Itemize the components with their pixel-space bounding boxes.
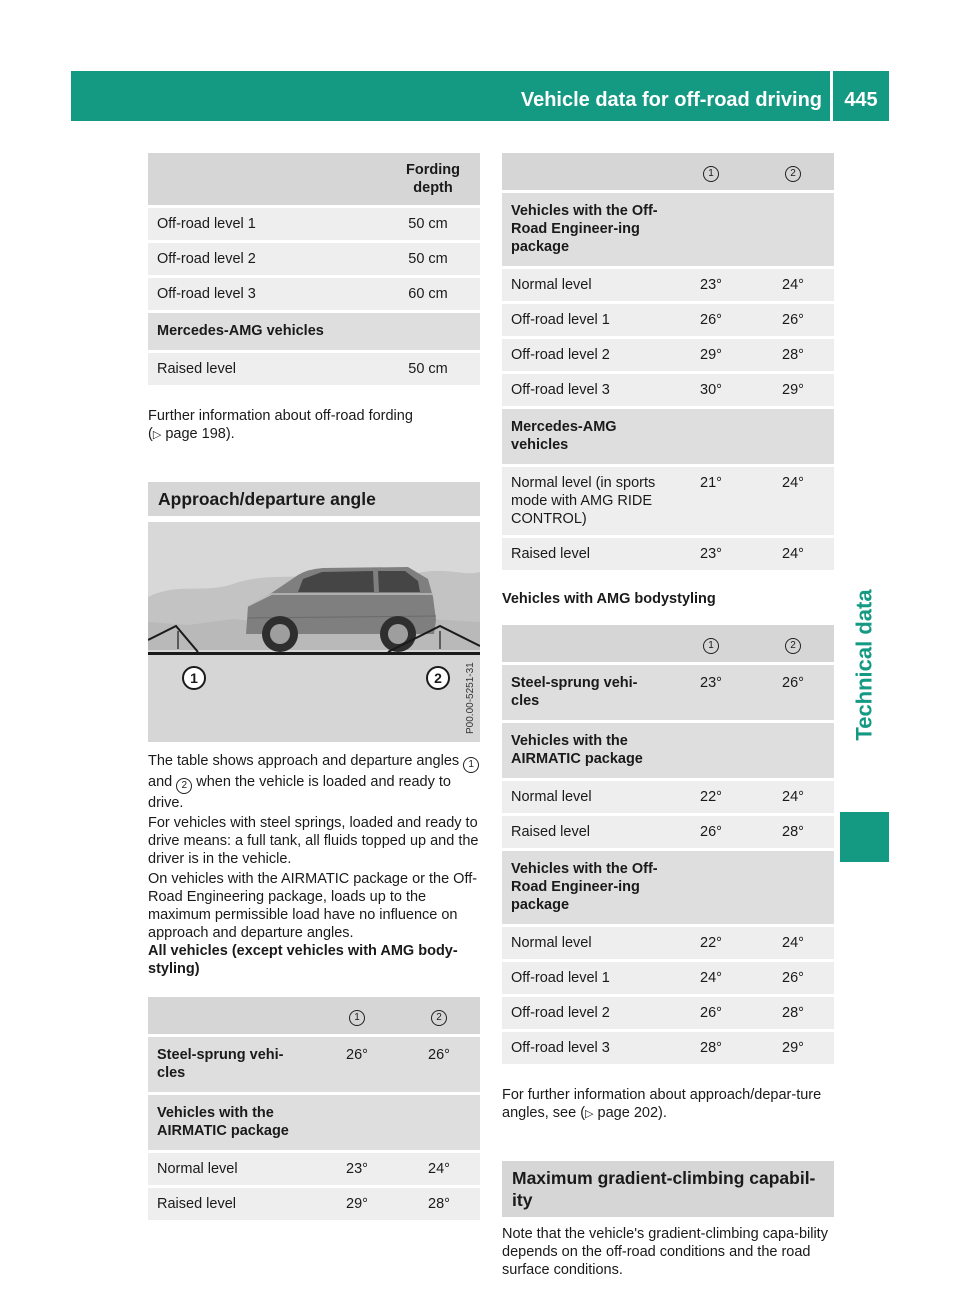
fording-note: Further information about off-road fording (▷ page 198). xyxy=(148,408,413,442)
approach-text xyxy=(148,752,480,978)
vehicle-figure xyxy=(148,522,480,742)
table-group-row xyxy=(502,409,834,464)
figure-code: P00.00-5251-31 xyxy=(465,662,476,734)
table-group-row xyxy=(502,851,834,924)
approach-angle-value xyxy=(670,723,752,778)
row-label: Normal level xyxy=(502,269,670,301)
approach-angle-value: 26° xyxy=(316,1037,398,1092)
approach-angle-value: 29° xyxy=(670,339,752,371)
departure-angle-value: 24° xyxy=(752,538,834,570)
table-row xyxy=(148,1188,480,1220)
angles-table-amg-body xyxy=(502,665,834,1064)
table-row xyxy=(502,304,834,336)
table-row xyxy=(502,781,834,813)
row-label: Normal level xyxy=(148,1153,316,1185)
approach-angle-value: 26° xyxy=(670,304,752,336)
approach-angle-value: 23° xyxy=(670,665,752,720)
row-value: 50 cm xyxy=(376,208,480,240)
row-label: Vehicles with the AIRMATIC package xyxy=(148,1095,316,1150)
side-marker xyxy=(840,812,889,862)
row-label: Vehicles with the Off-Road Engineer-ing package xyxy=(502,193,670,266)
table-header-row xyxy=(148,153,480,205)
table-row xyxy=(148,353,480,385)
row-value: 60 cm xyxy=(376,278,480,310)
table-row xyxy=(148,1153,480,1185)
header-divider xyxy=(830,71,833,121)
row-label: Off-road level 1 xyxy=(502,962,670,994)
page-reference-link[interactable]: page 202 xyxy=(597,1105,659,1121)
callout-1-label: 1 xyxy=(190,670,198,686)
row-label: Off-road level 2 xyxy=(502,339,670,371)
approach-angle-value xyxy=(670,409,752,464)
approach-paragraph-1: The table shows approach and departure angles 1 and 2 when the vehicle is loaded and ready to drive. xyxy=(148,752,480,812)
approach-angle-value: 28° xyxy=(670,1032,752,1064)
row-value: 50 cm xyxy=(376,243,480,275)
circled-1-icon: 1 xyxy=(463,757,479,773)
angles-table-all xyxy=(148,994,480,1223)
page-number: 445 xyxy=(844,89,878,111)
departure-angle-value: 28° xyxy=(398,1188,480,1220)
table-group-row xyxy=(502,665,834,720)
approach-angle-value: 22° xyxy=(670,927,752,959)
departure-angle-value xyxy=(752,193,834,266)
approach-paragraph-3: On vehicles with the AIRMATIC package or the Off-Road Engineering package, loads up to the maximum permissible load have no influence on approach and departure angles. xyxy=(148,871,478,941)
table-row xyxy=(502,962,834,994)
right-column xyxy=(502,153,834,1279)
left-column xyxy=(148,153,480,1220)
table-group-row xyxy=(148,1095,480,1150)
departure-angle-value: 28° xyxy=(752,997,834,1029)
table-group-row xyxy=(148,1037,480,1092)
approach-angle-value xyxy=(316,1095,398,1150)
row-label: Raised level xyxy=(502,538,670,570)
circled-2-icon: 2 xyxy=(785,638,801,654)
fording-depth-header: Fording depth xyxy=(376,153,480,205)
departure-angle-value xyxy=(752,409,834,464)
departure-angle-value: 24° xyxy=(398,1153,480,1185)
circled-2-icon: 2 xyxy=(785,166,801,182)
departure-angle-value: 24° xyxy=(752,927,834,959)
section-heading-approach: Approach/departure angle xyxy=(148,482,480,516)
callout-2-label: 2 xyxy=(434,670,442,686)
row-label: Normal level xyxy=(502,927,670,959)
approach-angle-value: 29° xyxy=(316,1188,398,1220)
section-heading-gradient: Maximum gradient-climbing capabil-ity xyxy=(502,1161,834,1217)
table-row xyxy=(148,278,480,310)
departure-angle-value: 28° xyxy=(752,816,834,848)
angles-table-all-continued xyxy=(502,150,834,573)
table-row xyxy=(502,467,834,535)
departure-angle-value xyxy=(398,1095,480,1150)
circled-1-icon: 1 xyxy=(703,638,719,654)
row-label: Raised level xyxy=(148,1188,316,1220)
row-label: Vehicles with the Off-Road Engineer-ing package xyxy=(502,851,670,924)
table-row xyxy=(502,1032,834,1064)
circled-2-icon: 2 xyxy=(431,1010,447,1026)
approach-angle-value: 23° xyxy=(670,269,752,301)
table-header-row xyxy=(502,153,834,190)
table-header-row xyxy=(148,997,480,1034)
vehicle-illustration xyxy=(148,522,480,742)
circled-2-icon: 2 xyxy=(176,778,192,794)
table-row xyxy=(502,927,834,959)
group-label: Mercedes-AMG vehicles xyxy=(148,313,480,350)
approach-angle-value: 26° xyxy=(670,816,752,848)
row-label: Mercedes-AMG vehicles xyxy=(502,409,670,464)
table-row xyxy=(502,269,834,301)
side-tab-label: Technical data xyxy=(851,589,877,741)
departure-angle-value: 24° xyxy=(752,269,834,301)
departure-angle-value: 26° xyxy=(752,304,834,336)
side-tab[interactable] xyxy=(840,589,889,741)
approach-angle-value: 30° xyxy=(670,374,752,406)
row-label: Vehicles with the AIRMATIC package xyxy=(502,723,670,778)
row-label: Off-road level 2 xyxy=(502,997,670,1029)
circled-1-icon: 1 xyxy=(703,166,719,182)
table-row xyxy=(502,339,834,371)
table-group-row xyxy=(502,193,834,266)
departure-angle-value: 24° xyxy=(752,781,834,813)
circled-1-icon: 1 xyxy=(349,1010,365,1026)
departure-angle-value xyxy=(752,851,834,924)
departure-angle-value: 26° xyxy=(752,665,834,720)
departure-angle-value: 24° xyxy=(752,467,834,535)
table-row xyxy=(502,538,834,570)
approach-angle-value: 21° xyxy=(670,467,752,535)
row-label: Raised level xyxy=(502,816,670,848)
row-label: Off-road level 3 xyxy=(502,1032,670,1064)
row-label: Off-road level 3 xyxy=(502,374,670,406)
approach-angle-value: 22° xyxy=(670,781,752,813)
row-label: Normal level (in sports mode with AMG RIDE CONTROL) xyxy=(502,467,670,535)
row-label: Normal level xyxy=(502,781,670,813)
approach-angle-value xyxy=(670,193,752,266)
table-group-row xyxy=(502,723,834,778)
row-label: Off-road level 1 xyxy=(502,304,670,336)
departure-angle-value: 28° xyxy=(752,339,834,371)
row-label: Steel-sprung vehi-cles xyxy=(148,1037,316,1092)
row-label: Steel-sprung vehi-cles xyxy=(502,665,670,720)
departure-angle-value: 26° xyxy=(752,962,834,994)
table-row xyxy=(502,997,834,1029)
approach-angle-value: 23° xyxy=(316,1153,398,1185)
fording-table xyxy=(148,150,480,388)
angles-table-all-continued-body xyxy=(502,193,834,570)
page-ref-arrow-icon: ▷ xyxy=(152,429,162,441)
row-label: Off-road level 1 xyxy=(148,208,376,240)
approach-paragraph-2: For vehicles with steel springs, loaded and ready to drive means: a full tank, all fluids topped up and the driver is in the vehicle. xyxy=(148,815,479,867)
table-header-row xyxy=(502,625,834,662)
row-value: 50 cm xyxy=(376,353,480,385)
angles-table-all-body xyxy=(148,1037,480,1220)
departure-angle-value: 29° xyxy=(752,1032,834,1064)
table-row xyxy=(148,208,480,240)
approach-paragraph-4: All vehicles (except vehicles with AMG body-styling) xyxy=(148,943,458,977)
departure-angle-value: 29° xyxy=(752,374,834,406)
departure-angle-value xyxy=(752,723,834,778)
table-row xyxy=(502,816,834,848)
approach-angle-value xyxy=(670,851,752,924)
page-reference-link[interactable]: page 198 xyxy=(165,426,226,442)
table-group-row xyxy=(148,313,480,350)
page-title: Vehicle data for off-road driving xyxy=(520,89,822,111)
row-label: Off-road level 2 xyxy=(148,243,376,275)
approach-angle-value: 24° xyxy=(670,962,752,994)
departure-angle-value: 26° xyxy=(398,1037,480,1092)
page-ref-arrow-icon: ▷ xyxy=(585,1108,594,1120)
approach-angle-value: 23° xyxy=(670,538,752,570)
amg-bodystyling-heading: Vehicles with AMG bodystyling xyxy=(502,591,716,607)
row-label: Off-road level 3 xyxy=(148,278,376,310)
row-label: Raised level xyxy=(148,353,376,385)
angles-table-amg xyxy=(502,622,834,1067)
approach-angle-value: 26° xyxy=(670,997,752,1029)
table-row xyxy=(502,374,834,406)
gradient-paragraph: Note that the vehicle's gradient-climbing capa-bility depends on the off-road conditions and the road surface conditions. xyxy=(502,1226,828,1278)
table-row xyxy=(148,243,480,275)
approach-note: For further information about approach/depar-ture angles, see (▷ page 202). xyxy=(502,1087,822,1121)
